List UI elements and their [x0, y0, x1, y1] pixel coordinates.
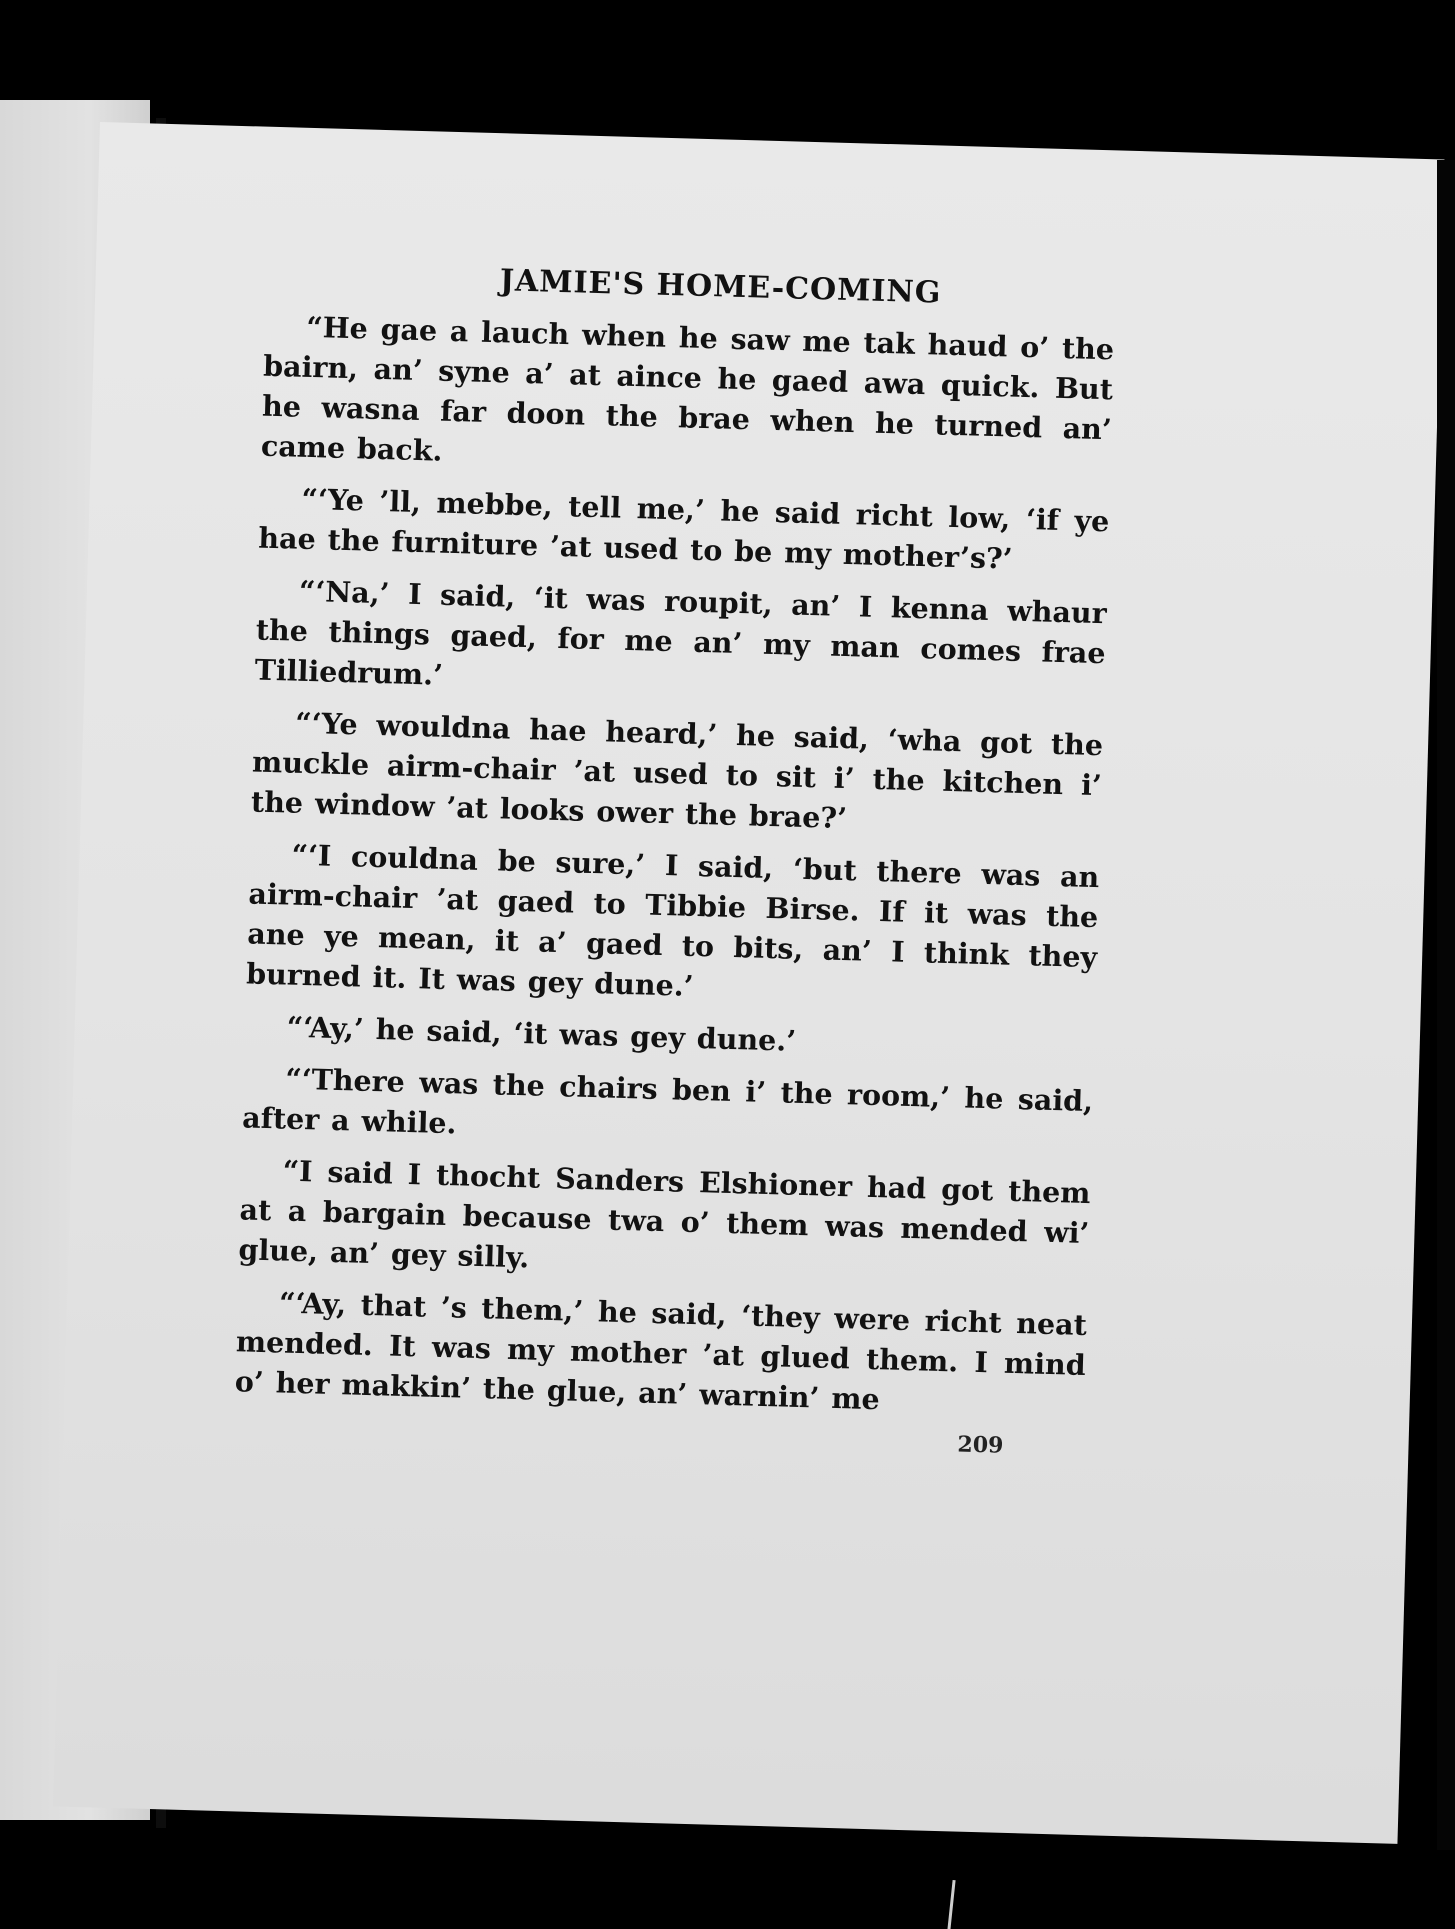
- paragraph: “‘Ay, that ’s them,’ he said, ‘they were richt neat mended. It was my mother ’at glued them. I mind o’ her makkin’ the glue, an’ warnin’ me: [234, 1285, 1088, 1417]
- scan-artifact: [947, 1880, 955, 1929]
- paragraph: “I said I thocht Sanders Elshioner had got them at a bargain because twa o’ them was mended wi’ glue, an’ gey silly.: [238, 1153, 1091, 1275]
- paragraph: “‘Ye ’ll, mebbe, tell me,’ he said richt low, ‘if ye hae the furniture ’at used to be my mother’s?’: [257, 481, 1110, 576]
- page-number: 209: [957, 1431, 1004, 1459]
- paragraph: “‘I couldna be sure,’ I said, ‘but there was an airm-chair ’at gaed to Tibbie Birse. If it was the ane ye mean, it a’ gaed to bits, an’ I think they burned it. It was gey dune.’: [245, 837, 1100, 1003]
- paragraph: “He gae a lauch when he saw me tak haud o’ the bairn, an’ syne a’ at aince he gaed awa quick. But he wasna far doon the brae when he turned an’ came back.: [260, 309, 1115, 468]
- right-edge-shadow: [1437, 160, 1455, 1850]
- paragraph: “‘Ye wouldna hae heard,’ he said, ‘wha got the muckle airm-chair ’at used to sit i’ the kitchen i’ the window ’at looks ower the brae?’: [250, 705, 1104, 836]
- page-text-block: [233, 257, 1116, 1461]
- paragraph: “‘Ay,’ he said, ‘it was gey dune.’: [286, 1009, 797, 1058]
- paragraph: “‘There was the chairs ben i’ the room,’ he said, after a while.: [241, 1061, 1094, 1141]
- paragraph: “‘Na,’ I said, ‘it was roupit, an’ I kenna whaur the things gaed, for me an’ my man comes frae Tilliedrum.’: [254, 573, 1108, 692]
- running-head: JAMIE'S HOME-COMING: [499, 263, 942, 311]
- book-page: [53, 122, 1445, 1844]
